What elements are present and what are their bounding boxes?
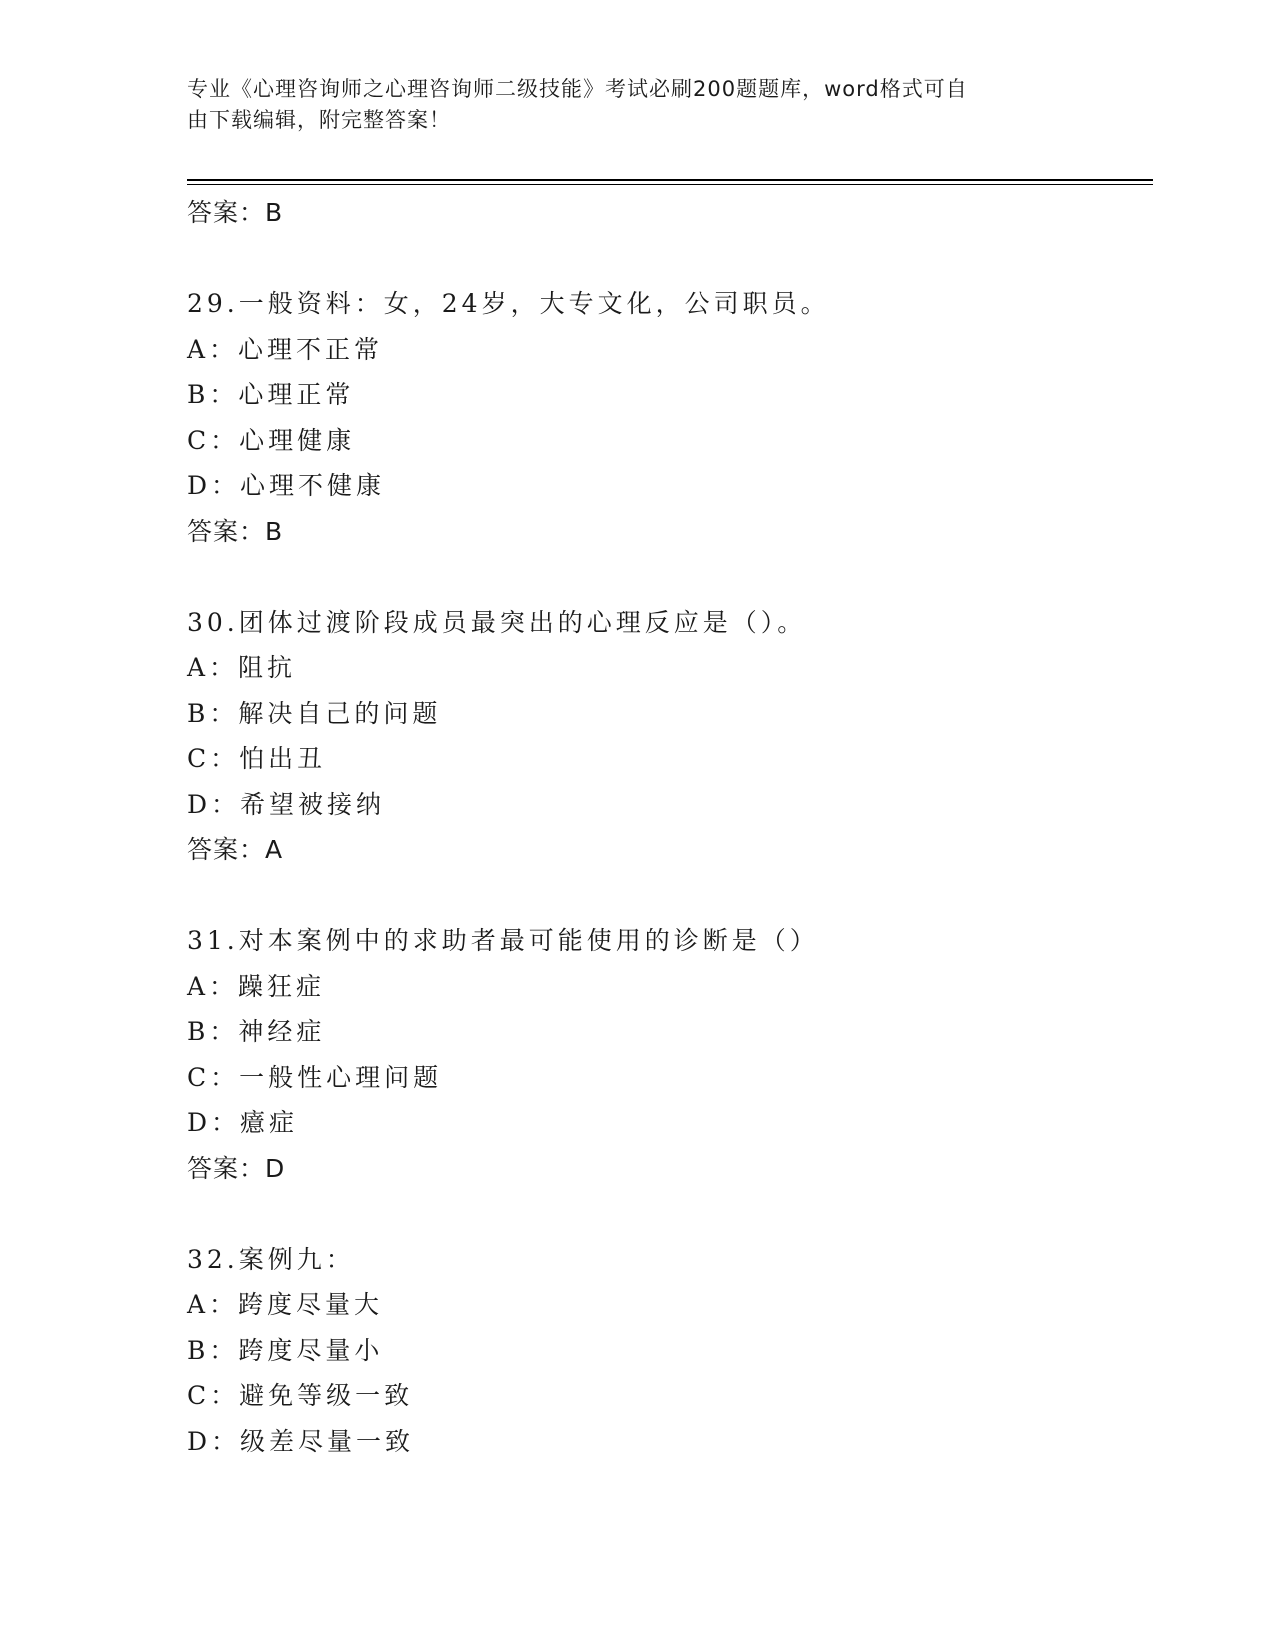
- header-line-1: 专业《心理咨询师之心理咨询师二级技能》考试必刷200题题库，word格式可自: [187, 77, 968, 101]
- option-b: B：解决自己的问题: [187, 698, 442, 728]
- option-a: A：阻抗: [187, 653, 297, 682]
- option-c: C：心理健康: [187, 425, 356, 455]
- question-32: [187, 1237, 1147, 1465]
- option-c: C：一般性心理问题: [187, 1062, 443, 1092]
- option-a: A：躁狂症: [187, 971, 326, 1001]
- document-header: [187, 74, 1067, 136]
- header-line-2: 由下载编辑，附完整答案！: [187, 108, 451, 132]
- header-rule-thin: [187, 184, 1153, 185]
- option-a: A：心理不正常: [187, 334, 384, 364]
- option-b: B：神经症: [187, 1017, 326, 1046]
- spacer: [187, 554, 1147, 600]
- option-d: D：希望被接纳: [187, 789, 386, 819]
- spacer: [187, 236, 1147, 282]
- question-answer: 答案：D: [187, 1153, 286, 1183]
- question-answer: 答案：A: [187, 835, 284, 864]
- question-stem: 29.一般资料：女，24岁，大专文化，公司职员。: [187, 289, 830, 318]
- option-d: D：级差尽量一致: [187, 1426, 415, 1456]
- question-stem: 31.对本案例中的求助者最可能使用的诊断是（）: [187, 926, 819, 955]
- question-answer: 答案：B: [187, 516, 284, 546]
- option-d: D：癔症: [187, 1108, 299, 1137]
- option-a: A：跨度尽量大: [187, 1290, 384, 1319]
- question-stem: 32.案例九：: [187, 1244, 355, 1274]
- header-rule-thick: [187, 179, 1153, 181]
- question-31: [187, 918, 1147, 1191]
- spacer: [187, 873, 1147, 919]
- spacer: [187, 1191, 1147, 1237]
- option-d: D：心理不健康: [187, 471, 386, 500]
- document-body: [187, 190, 1147, 1464]
- question-stem: 30.团体过渡阶段成员最突出的心理反应是（）。: [187, 607, 807, 637]
- previous-answer: 答案：B: [187, 198, 284, 227]
- question-29: [187, 281, 1147, 554]
- option-b: B：心理正常: [187, 380, 355, 409]
- question-30: [187, 600, 1147, 873]
- option-c: C：怕出丑: [187, 744, 327, 773]
- option-c: C：避免等级一致: [187, 1381, 414, 1410]
- option-b: B：跨度尽量小: [187, 1335, 384, 1365]
